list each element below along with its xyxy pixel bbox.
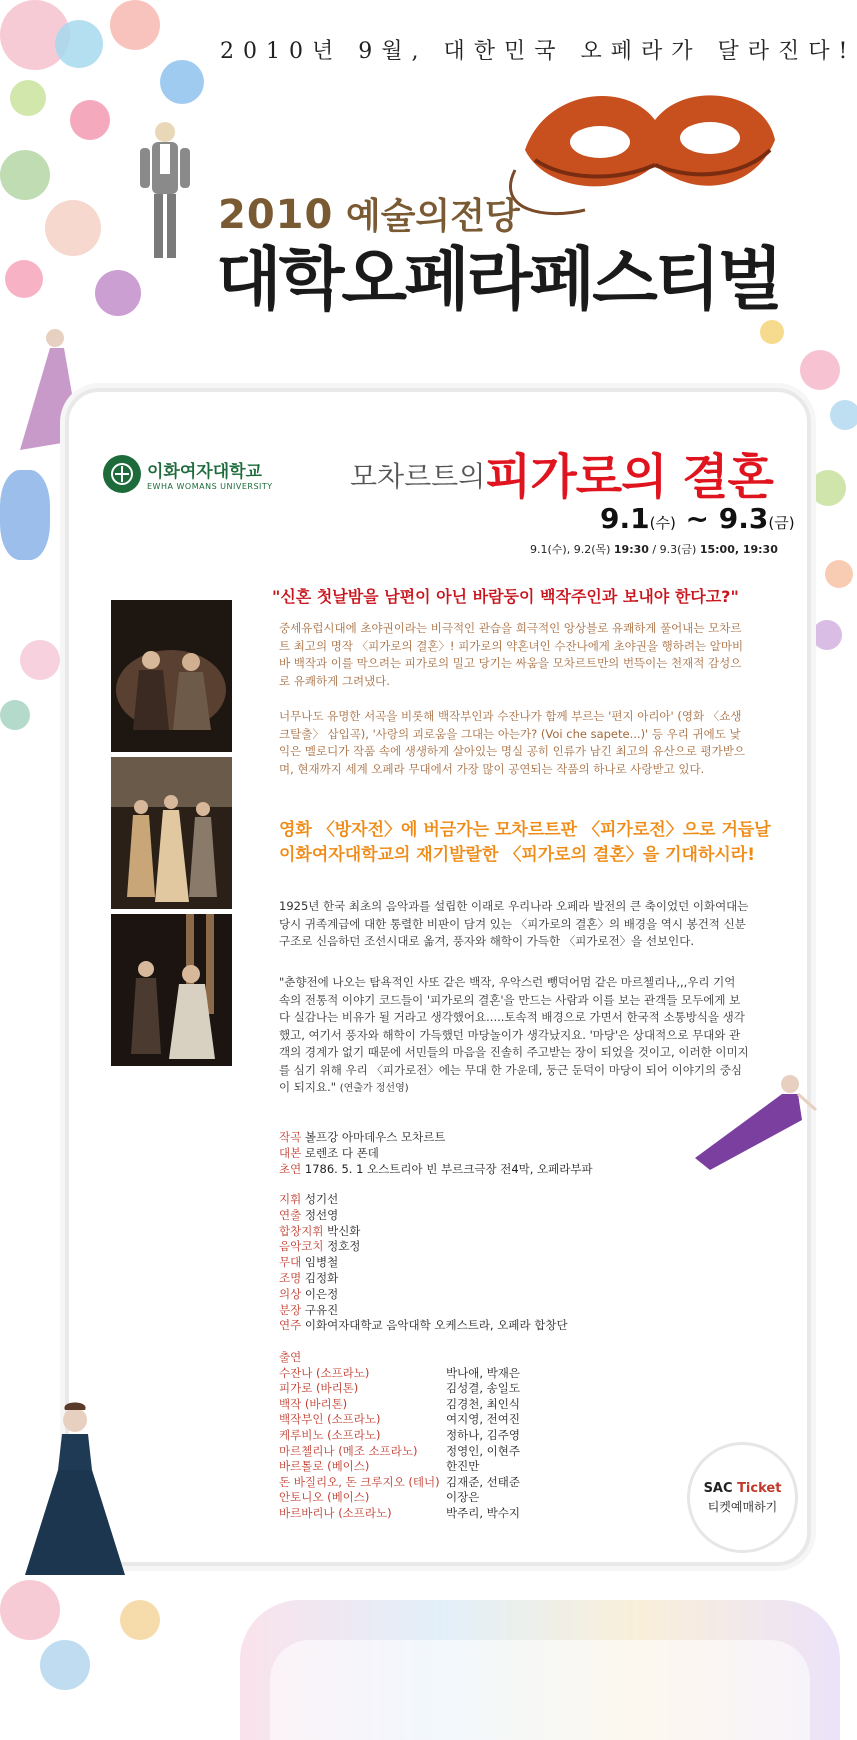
ewha-name-english: EWHA WOMANS UNIVERSITY [147,482,273,491]
work-info-row: 작곡 볼프강 아마데우스 모차르트 [279,1130,446,1144]
cast-list [279,1350,520,1522]
body-paragraph-2: "춘향전에 나오는 탐욕적인 사또 같은 백작, 우악스런 뺑덕어멈 같은 마르첼리나,,,우리 기억 속의 전통적 이야기 코드들이 '피가로의 결혼'을 만드는 사람과 이를 보는 관객들 모두에게 보다 실감나는 비유가 될 거라고 생각했어요.....토속적 배경으로 가면서 한국적 소통방식을 생각했고, 여기서 풍자와 해학이 가득했던 마당놀이가 생각났지요. '마당'은 상대적으로 무대와 관객의 경계가 없기 때문에 서민들의 마음을 진솔히 주고받는 장이 되었을 것이고, 이러한 이미지를 심기 위해 우리 〈피가로전〉에는 무대 한 가운데, 둥근 둔덕이 마당이 되어 이야기의 중심이 되지요." (연출가 정선영) [279,975,749,1094]
masquerade-mask-image [505,70,785,220]
staff-row: 연출 정선영 [279,1207,339,1222]
cast-row: 피가로 (바리톤) 김성결, 송일도 [279,1381,520,1396]
cast-row: 백작 (바리톤) 김경천, 최인식 [279,1396,520,1411]
gentleman-illustration [130,118,200,268]
sac-ticket-logo: SAC Ticket [703,1480,782,1496]
intro-paragraph-2: 너무나도 유명한 서곡을 비롯해 백작부인과 수잔나가 함께 부르는 '편지 아리아' (영화 〈쇼생크탈출〉 삽입곡), '사랑의 괴로움을 그대는 아는가? (Voi che sapete...)' 등 우리 귀에도 낯익은 멜로디가 작품 속에 생생하게 살아있는 명실 공히 인류가 남긴 최고의 유산으로 평가받으며, 현재까지 세계 오페라 무대에서 가장 많이 공연되는 작품의 하나로 사랑받고 있다. [279,709,746,776]
stage-photo-3 [111,914,232,1066]
staff-row: 조명 김정화 [279,1270,339,1285]
stage-photo-1 [111,600,232,752]
staff-row: 의상 이은정 [279,1286,339,1301]
staff-row: 무대 임병철 [279,1255,339,1270]
ewha-name-korean: 이화여자대학교 [147,462,262,482]
cast-row: 마르첼리나 (메조 소프라노) 정영인, 이현주 [279,1443,520,1458]
cast-row: 돈 바질리오, 돈 크루지오 (테너) 김재준, 선태준 [279,1474,520,1489]
staff-row: 분장 구유진 [279,1302,339,1317]
ewha-logo [103,455,273,493]
work-info-row: 대본 로렌조 다 폰데 [279,1145,379,1160]
stage-photo-2 [111,757,232,909]
performance-times: 9.1(수), 9.2(목) 19:30 / 9.3(금) 15:00, 19:30 [530,543,778,556]
cast-row: 백작부인 (소프라노) 여지영, 전여진 [279,1412,520,1427]
ewha-emblem-icon [103,455,141,493]
cast-row: 바르바리나 (소프라노) 박주리, 박수지 [279,1505,520,1520]
staff-list [279,1192,568,1334]
staff-row: 음악코치 정호정 [279,1239,361,1254]
festival-venue: 예술의전당 [333,196,520,237]
cast-row: 케루비노 (소프라노) 정하나, 김주영 [279,1427,520,1442]
festival-year: 2010 [218,192,334,238]
staff-row: 연주 이화여자대학교 음악대학 오케스트라, 오페라 합창단 [279,1318,568,1333]
body-paragraph-1: 1925년 한국 최초의 음악과를 설립한 이래로 우리나라 오페라 발전의 큰 축이었던 이화여대는 당시 귀족계급에 대한 통렬한 비판이 담겨 있는 〈피가로의 결혼〉의 배경을 역시 봉건적 신분구조로 신음하던 조선시대로 옮겨, 풍자와 해학이 가득한 〈피가로전〉을 선보인다. [279,899,749,948]
cast-row: 바르톨로 (베이스) 한진만 [279,1459,480,1474]
highlight-text: 영화 〈방자전〉에 버금가는 모차르트판 〈피가로전〉으로 거듭날 이화여자대학교의 재기발랄한 〈피가로의 결혼〉을 기대하시라! [279,820,771,865]
work-info-row: 초연 1786. 5. 1 오스트리아 빈 부르크극장 전4막, 오페라부파 [279,1161,593,1176]
cast-heading: 출연 [279,1350,302,1364]
date-range: 9.1(수) ~ 9.3(금) [600,502,795,535]
opera-title: 피가로의 결혼 [485,449,773,505]
intro-paragraph-1: 중세유럽시대에 초야권이라는 비극적인 관습을 희극적인 앙상블로 유쾌하게 풀어내는 모차르트 최고의 명작 〈피가로의 결혼〉! 피가로의 약혼녀인 수잔나에게 초야권을 행하려는 알마비바 백작과 이를 막으려는 피가로의 밀고 당기는 싸움을 모차르트만의 번뜩이는 천재적 감성으로 유쾌하게 그려냈다. [279,621,744,688]
ticket-booking-button[interactable] [687,1442,798,1553]
lady-navy-dress-illustration [20,1400,130,1580]
work-info [279,1130,593,1177]
staff-row: 지휘 성기선 [279,1192,339,1206]
cast-row: 안토니오 (베이스) 이장은 [279,1490,480,1505]
opera-composer-prefix: 모차르트의 [350,460,486,493]
headline-quote: "신혼 첫날밤을 남편이 아닌 바람둥이 백작주인과 보내야 한다고?" [272,587,739,606]
festival-title: 대학오페라페스티벌 [216,241,781,320]
ticket-booking-label: 티켓예매하기 [707,1499,778,1514]
cast-row: 수잔나 (소프라노) 박나애, 박재은 [279,1365,520,1380]
tagline: 2010년 9월, 대한민국 오페라가 달라진다! [220,39,857,64]
staff-row: 합창지휘 박신화 [279,1223,361,1238]
lady-purple-dress-illustration [690,1070,820,1180]
